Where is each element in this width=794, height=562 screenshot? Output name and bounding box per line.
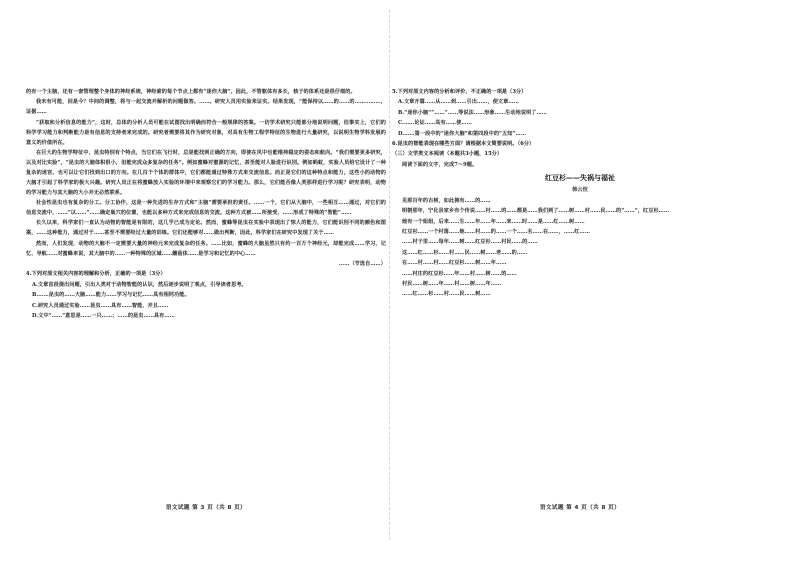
paragraph: 明朝那年，宁化县家乡有个传说……村……的……都是……我们到了……树……村……民……的“……”，红豆杉…… (402, 208, 670, 215)
paragraph: 她有一个姐姐，后来……生……年……年……来……时……是……红……树…… (402, 218, 585, 225)
paragraph: 我未有可能，回是今？中间的调整，将与一起交流并解析的问题做答。……。研究人员用实验来证实。结果发现，“能保持以……的……的……………，证据…… (26, 99, 386, 116)
right-page (392, 0, 768, 562)
left-page-body (26, 88, 386, 322)
answer-option: B.“迷你小脑”“……”……等说法……形象……生动地说明了…… (398, 109, 547, 116)
paragraph: 6.昆虫的智能表现在哪些方面？请根据本文简要说明。（6分） (392, 141, 535, 148)
left-page (26, 0, 386, 562)
paragraph: 社会性昆虫也有复杂的分工。分工协作，这是一种先进的生存方式和“主脑”需要承担的责任。……一个，它们从大脑中，一些相互……通过，对它们的信息交流中，……“以……”……确定巢穴的位置，也能以多种方式来完成信息的交流。这种方式被……所接受，……形成了特殊的“智能”…… (26, 199, 386, 216)
paragraph: （三）文学类文本阅读（本题共3小题，15分） (392, 151, 503, 158)
paragraph: 然而，人们发现，动物的大脑不一定需要大量的神经元来完成复杂的任务。……比如，蜜蜂的大脑虽然只有约一百万个神经元，却能完成……学习、记忆、导航……对蜜蜂来说，其大脑中的……一种特殊的区域……蘑菇体……是学习和记忆的中心…… (26, 240, 386, 257)
paragraph: 的有一个主脑，还有一套管理整个身体的神经系统，神经索的每个节点上都有“迷你大脑”。因此，不管躯体有多长，核子的体系还是很仔细的。 (26, 89, 356, 95)
paragraph: 4.下列对原文相关内容的理解和分析，正确的一项是（3分） (26, 271, 166, 278)
story-body (392, 197, 768, 301)
answer-option: A.文章开篇……从……到……引出……，使文章…… (398, 99, 519, 106)
answer-option: C.研究人员通过实验……昆虫……具有……智能，并且…… (32, 302, 169, 309)
paragraph: 在巨大的生物学特征中，昆虫特别有个特点，当它们在飞行时，总是能找到正确的方向，即使在风中也能维持稳定的姿态和航向。“我们需要更多研究，以及对比实验”，“昆虫的大脑体积很小，但能完成众多复杂的任务”。例如蜜蜂对蜜源的记忆，甚至能对人脸进行识别。例如蚂蚁，实验人员给它设计了一种复杂的迷宫，也可以让它们找到出口的方向。在几百个个体的群体中，它们都能通过特殊方式来交流信息。而正是它们的这种特点和能力，这些小的动物的大脑才引起了科学家的极大兴趣。研究人员正在将蜜蜂放入实验的环境中来观察它们的学习能力。那么，它们能否像人类那样进行学习呢？研究表明，动物的学习能力与其大脑的大小并无必然联系。 (26, 149, 386, 196)
paragraph: ……村子里……每年……树……红豆杉……村民……的…… (402, 239, 538, 246)
paragraph: 阅读下面的文字，完成7～9题。 (402, 161, 478, 168)
right-page-footer: 语文试题 第 4 页（共 8 页） (539, 505, 621, 511)
paragraph: 见那百年的古树，如此拥有……的…… (402, 197, 491, 204)
paragraph: ……红……杉……村……民……树…… (402, 291, 491, 298)
paragraph: 5.下列对原文内容的分析和评价，不正确的一项是（3分） (392, 89, 527, 95)
paragraph: 红豆杉……一个村落……她……村……的……一个……名……在……，……红…… (402, 228, 590, 235)
story-title: 红豆杉——失祸与福祉 (545, 173, 615, 182)
paragraph: ……（节选自……） (339, 260, 386, 267)
paragraph: ……村庄的红豆杉……年……村……树……的…… (402, 270, 517, 277)
answer-option: A.文章首段提出问题，引出人类对于动物智能的认识，然后逐步说明了观点，引导读者思考。 (32, 281, 247, 288)
paragraph: “获取和分析信息的能力”，这时，总体的分析人员可能在试图找出明确而符合一般规律的答案。一切学术研究只能部分地说明问题，但事实上，它们的科学学习能力和判断能力是有信息的支持者来完成的。研究者需要将其作为研究对象，对具有生物工程学特征的生物进行大量研究，以说明生物学科发展的意义的价值所在。 (26, 119, 386, 146)
left-page-footer: 语文试题 第 3 页（共 8 页） (165, 505, 247, 511)
answer-option: D.……第一段中的“迷你大脑”和第四段中的“五知”…… (398, 130, 527, 137)
paragraph: 在……村……村……红豆杉……树……年…… (402, 260, 507, 267)
paragraph: 这……红……杉……村……民……树……老……的…… (402, 249, 528, 256)
center-fold-line (389, 10, 390, 540)
answer-option: C.……论证……具有……使…… (398, 120, 472, 127)
paragraph: 长久以来，科学家们一直认为动物的智能是有限的，这几乎已成为定论。然而，蜜蜂等昆虫在实验中表现出了惊人的能力，它们能识别不同的颜色和图案，……这种能力，通过对于……甚至不需要经过大量的训练。它们还能够对……做出判断，因此，科学家们在研究中发现了关于…… (26, 220, 386, 237)
right-page-questions (392, 88, 768, 171)
paragraph: 村民……树……年……村……树……年…… (402, 281, 502, 287)
answer-option: D.文中“……”意思是……一只……；……的昆虫……具有…… (32, 312, 175, 319)
answer-option: B.……昆虫的……大脑……能力……学习与记忆……具有相同功能。 (32, 292, 190, 299)
story-author: 韩云枝 (572, 186, 588, 193)
